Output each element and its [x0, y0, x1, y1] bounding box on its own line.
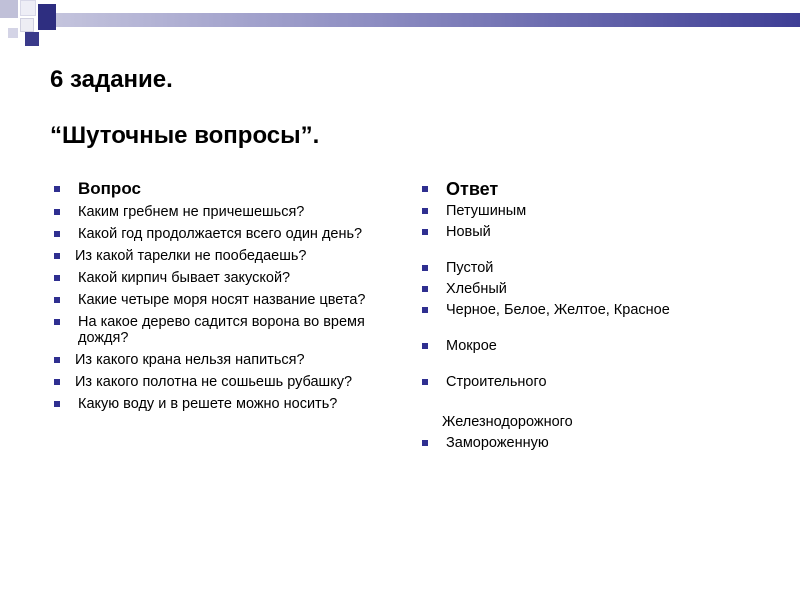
answer-item: Строительного: [418, 374, 778, 390]
answer-item: Хлебный: [418, 281, 778, 297]
question-item: Какую воду и в решете можно носить?: [50, 396, 390, 412]
question-item: Из какого крана нельзя напиться?: [50, 352, 390, 368]
question-item: Каким гребнем не причешешься?: [50, 204, 390, 220]
slide-subtitle: “Шуточные вопросы”.: [50, 122, 320, 149]
answer-item: Замороженную: [418, 435, 778, 451]
answer-item: Железнодорожного: [442, 414, 573, 430]
question-item: Какой год продолжается всего один день?: [50, 226, 390, 242]
answer-item: Петушиным: [418, 203, 778, 219]
questions-header: Вопрос: [50, 180, 390, 198]
decorative-square: [8, 28, 18, 38]
decorative-square: [0, 0, 18, 18]
question-item: Какие четыре моря носят название цвета?: [50, 292, 390, 308]
answer-item: Пустой: [418, 260, 778, 276]
answers-list: [418, 180, 778, 456]
answers-header: Ответ: [418, 180, 778, 198]
task-title: 6 задание.: [50, 66, 173, 93]
question-item: Какой кирпич бывает закуской?: [50, 270, 390, 286]
question-item: Из какого полотна не сошьешь рубашку?: [50, 374, 390, 390]
decorative-square: [20, 0, 36, 16]
decorative-square: [20, 18, 34, 32]
decorative-square: [25, 32, 39, 46]
question-item: На какое дерево садится ворона во время дождя?: [50, 314, 390, 346]
answer-item: Новый: [418, 224, 778, 240]
answer-item: Мокрое: [418, 338, 778, 354]
decorative-square: [38, 4, 56, 30]
questions-list: [50, 180, 390, 418]
answer-item: Черное, Белое, Желтое, Красное: [418, 302, 778, 318]
header-gradient-bar: [55, 13, 800, 27]
question-item: Из какой тарелки не пообедаешь?: [50, 248, 390, 264]
